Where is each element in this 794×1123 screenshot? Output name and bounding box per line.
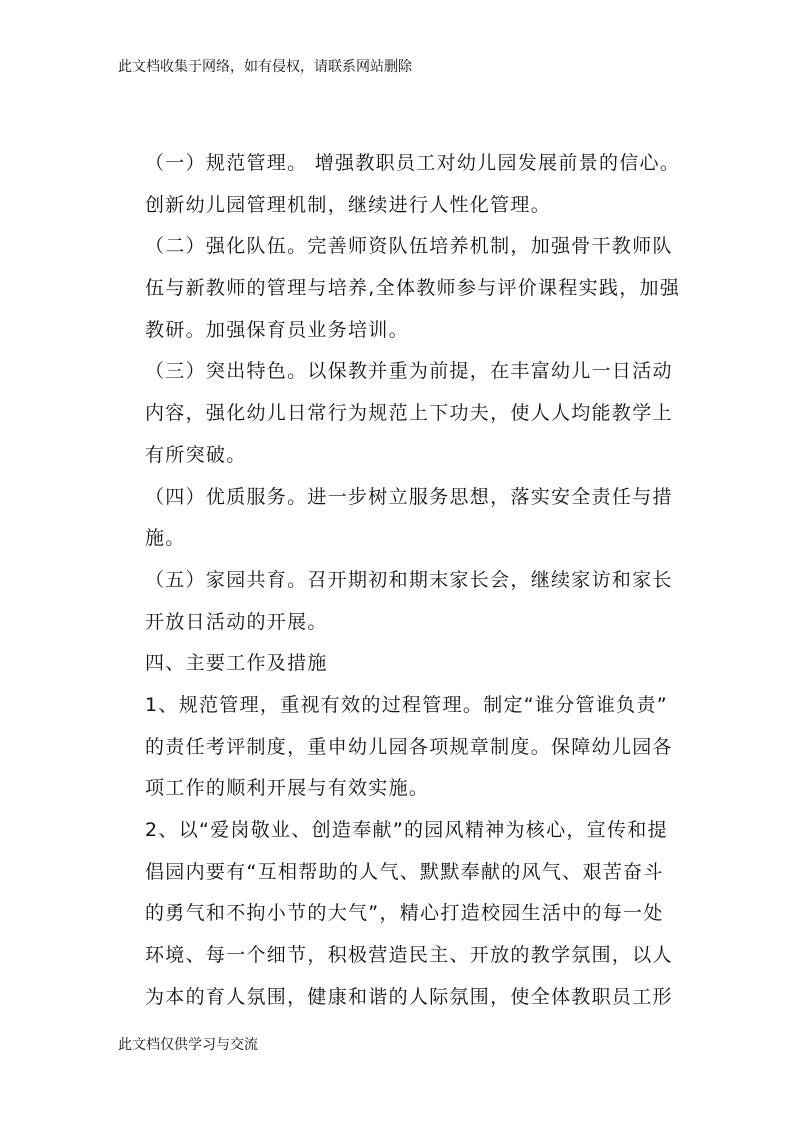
body-line: 2、以“爱岗敬业、创造奉献”的园风精神为核心，宣传和提 (145, 819, 668, 841)
body-line: 开放日活动的开展。 (145, 610, 328, 633)
section-heading: 四、主要工作及措施 (145, 652, 328, 675)
body-line: （一）规范管理。 增强教职员工对幼儿园发展前景的信心。 (145, 152, 681, 174)
document-body (145, 143, 685, 1018)
body-line: 有所突破。 (145, 443, 247, 466)
body-line: 项工作的顺利开展与有效实施。 (145, 777, 430, 800)
body-line: 教研。加强保育员业务培训。 (145, 318, 409, 341)
body-line: 环境、每一个细节，积极营造民主、开放的教学氛围，以人 (145, 944, 673, 967)
body-line: 施。 (145, 527, 186, 550)
body-line: 创新幼儿园管理机制，继续进行人性化管理。 (145, 193, 552, 216)
footer-disclaimer: 此文档仅供学习与交流 (118, 1037, 258, 1053)
body-line: 1、规范管理，重视有效的过程管理。制定“谁分管谁负责” (145, 693, 668, 716)
header-disclaimer: 此文档收集于网络，如有侵权，请联系网站删除 (118, 59, 412, 75)
body-line: 倡园内要有“互相帮助的人气、默默奉献的风气、艰苦奋斗 (145, 860, 664, 883)
body-line: 伍与新教师的管理与培养,全体教师参与评价课程实践，加强 (145, 277, 681, 300)
body-line: （五）家园共育。召开期初和期末家长会，继续家访和家长 (145, 568, 673, 591)
body-line: （三）突出特色。以保教并重为前提，在丰富幼儿一日活动 (145, 360, 673, 383)
body-line: 内容，强化幼儿日常行为规范上下功夫，使人人均能教学上 (145, 402, 673, 425)
body-line: （四）优质服务。进一步树立服务思想，落实安全责任与措 (145, 485, 673, 508)
body-line: 的责任考评制度，重申幼儿园各项规章制度。保障幼儿园各 (145, 735, 673, 758)
body-line: （二）强化队伍。完善师资队伍培养机制，加强骨干教师队 (145, 235, 673, 258)
body-line: 的勇气和不拘小节的大气”，精心打造校园生活中的每一处 (145, 902, 664, 925)
body-line: 为本的育人氛围，健康和谐的人际氛围，使全体教职员工形 (145, 985, 673, 1008)
